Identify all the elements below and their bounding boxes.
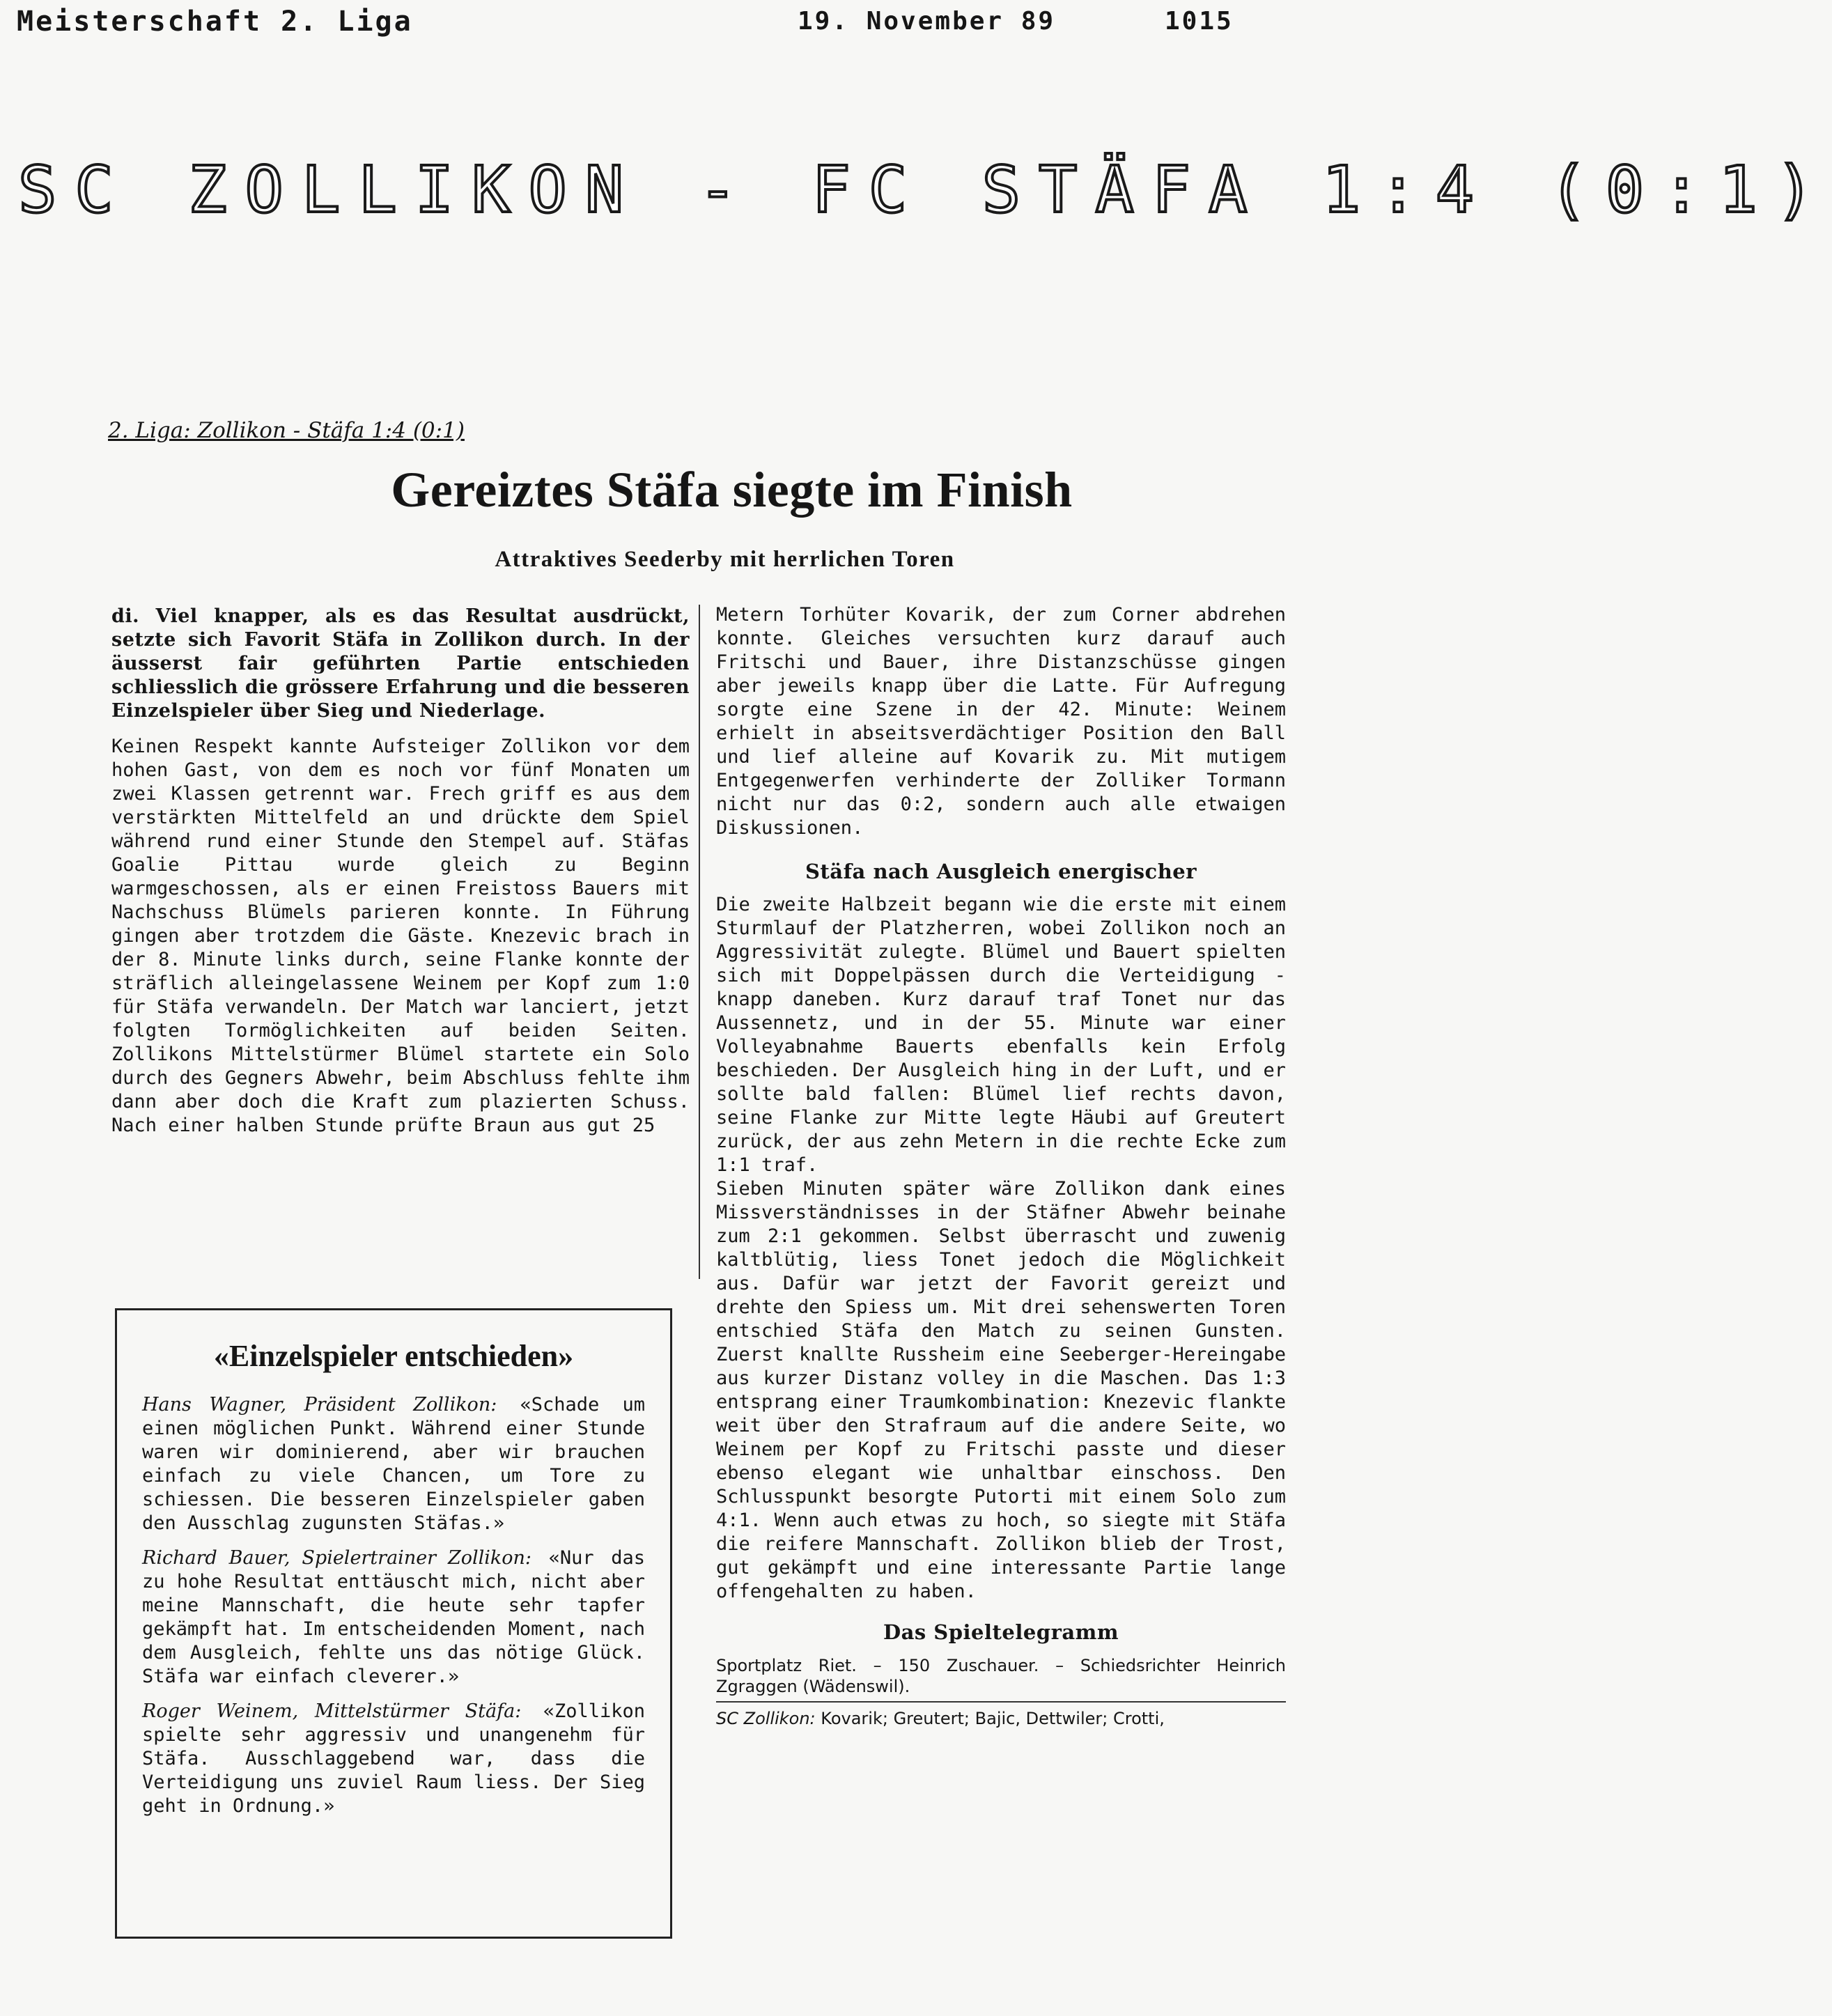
article-paragraph: Metern Torhüter Kovarik, der zum Corner abdrehen konnte. Gleiches versuchten kurz darauf auch Fritschi und Bauer, ihre Distanzschüsse gingen aber jeweils knapp über die Latte. Für Aufregung sorgte eine Szene in der 42. Minute: Weinem erhielt in abseitsverdächtiger Position den Ball und lief alleine auf Kovarik zu. Mit mutigem Entgegenwerfen verhinderte der Zolliker Tormann nicht nur das 0:2, sondern auch alle etwaigen Diskussionen. (716, 604, 1286, 839)
section-heading: Stäfa nach Ausgleich energischer (805, 860, 1197, 883)
article-paragraph: Sieben Minuten später wäre Zollikon dank eines Missverständnisses in der Stäfner Abwehr beinahe zum 2:1 gekommen. Selbst überrascht und zuwenig kaltblütig, liess Tonet jedoch die Möglichkeit aus. Dafür war jetzt der Favorit gereizt und drehte den Spiess um. Mit drei sehenswerten Toren entschied Stäfa den Match zu seinen Gunsten. Zuerst knallte Russheim eine Seeberger-Hereingabe aus kurzer Distanz volley in die Maschen. Das 1:3 entsprang einer Traumkombination: Knezevic flankte weit über den Strafraum auf die andere Seite, wo Weinem per Kopf zu Fritschi passte und dieser ebenso elegant wie unhaltbar einschoss. Den Schlusspunkt besorgte Putorti mit einem Solo zum 4:1. Wenn auch etwas zu hoch, so siegte mit Stäfa die reifere Mannschaft. Zollikon blieb der Trost, gut gekämpft und eine interessante Partie lange offengehalten zu haben. (716, 1178, 1286, 1602)
page-number: 1015 (1165, 7, 1234, 36)
article-paragraph: Keinen Respekt kannte Aufsteiger Zollikon vor dem hohen Gast, von dem es noch vor fünf Monaten um zwei Klassen getrennt war. Frech griff es aus dem verstärkten Mittelfeld an und drückte dem Spiel während rund einer Stunde den Stempel auf. Stäfas Goalie Pittau wurde gleich zu Beginn warmgeschossen, als er einen Freistoss Bauers mit Nachschuss Blümels parieren konnte. In Führung gingen aber trotzdem die Gäste. Knezevic brach in der 8. Minute links durch, seine Flanke konnte der sträflich alleingelassene Weinem per Kopf zum 1:0 für Stäfa verwandeln. Der Match war lanciert, jetzt folgten Tormöglichkeiten auf beiden Seiten. Zollikons Mittelstürmer Blümel startete ein Solo durch des Gegners Abwehr, beim Abschluss fehlte ihm dann aber doch die Kraft zum plazierten Schuss. Nach einer halben Stunde prüfte Braun aus gut 25 (111, 736, 690, 1136)
quotes-box (115, 1308, 672, 1939)
section-label: Meisterschaft 2. Liga (17, 6, 413, 38)
article-title: Gereiztes Stäfa siegte im Finish (391, 462, 1073, 518)
telegram-line (716, 1708, 1286, 1729)
team-players: Kovarik; Greutert; Bajic, Dettwiler; Crotti, (821, 1709, 1165, 1728)
quote-text: «Zollikon spielte sehr aggressiv und unangenehm für Stäfa. Ausschlaggebend war, dass die Verteidigung uns zuviel Raum liess. Der Sieg geht in Ordnung.» (142, 1700, 645, 1817)
article-column-left (111, 605, 690, 1149)
article-kicker: 2. Liga: Zollikon - Stäfa 1:4 (0:1) (108, 418, 465, 443)
article-subtitle: Attraktives Seederby mit herrlichen Toren (495, 547, 955, 572)
date-label: 19. November 89 (798, 7, 1056, 36)
article-paragraph: Die zweite Halbzeit begann wie die erste mit einem Sturmlauf der Platzherren, wobei Zollikon noch an Aggressivität zulegte. Blümel und Bauert spielten sich mit Doppelpässen durch die Verteidigung - knapp daneben. Kurz darauf traf Tonet nur das Aussennetz, und in der 55. Minute war einer Volleyabnahme Bauerts ebenfalls kein Erfolg beschieden. Der Ausgleich hing in der Luft, und er sollte bald fallen: Blümel lief rechts davon, seine Flanke zur Mitte legte Häubi auf Greutert zurück, der aus zehn Metern in die rechte Ecke zum 1:1 traf. (716, 894, 1286, 1176)
telegram-heading: Das Spieltelegramm (883, 1620, 1119, 1644)
quote-speaker: Richard Bauer, Spielertrainer Zollikon: (142, 1547, 532, 1569)
quote-text: «Schade um einen möglichen Punkt. Während einer Stunde waren wir dominierend, aber wir brauchen einfach zu viele Chancen, um Tore zu schiessen. Die besseren Einzelspieler gaben den Ausschlag zugunsten Stäfas.» (142, 1394, 646, 1534)
quote-text: «Nur das zu hohe Resultat enttäuscht mich, nicht aber meine Mannschaft, die heute sehr tapfer gekämpft hat. Im entscheidenden Moment, nach dem Ausgleich, fehlte uns das nötige Glück. Stäfa war einfach cleverer.» (142, 1547, 645, 1687)
quote-speaker: Hans Wagner, Präsident Zollikon: (142, 1394, 497, 1416)
telegram-divider (716, 1701, 1286, 1703)
telegram-line: Sportplatz Riet. – 150 Zuschauer. – Schiedsrichter Heinrich Zgraggen (Wädenswil). (716, 1656, 1286, 1696)
column-divider (699, 605, 700, 1279)
quotes-box-title: «Einzelspieler entschieden» (213, 1339, 574, 1373)
match-headline: SC ZOLLIKON - FC STÄFA 1:4 (0:1) (18, 153, 1832, 227)
quote (142, 1700, 645, 1818)
team-name: SC Zollikon: (716, 1709, 816, 1728)
quote-speaker: Roger Weinem, Mittelstürmer Stäfa: (142, 1700, 522, 1722)
quote (142, 1546, 645, 1689)
quote (142, 1393, 645, 1535)
article-column-right (716, 603, 1286, 1733)
article-lead: di. Viel knapper, als es das Resultat ausdrückt, setzte sich Favorit Stäfa in Zollikon durch. In der äusserst fair geführten Partie entschieden schliesslich die grössere Erfahrung und die besseren Einzelspieler über Sieg und Niederlage. (111, 605, 690, 722)
